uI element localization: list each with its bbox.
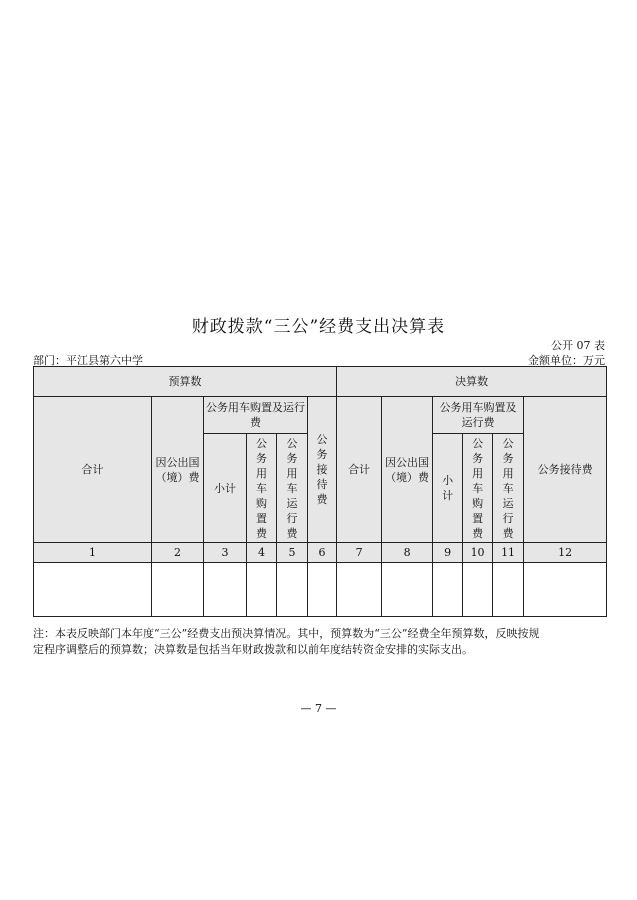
- final-total-header: 合计: [337, 397, 382, 543]
- data-cell: [204, 563, 247, 617]
- page-number: — 7 —: [300, 702, 337, 715]
- budget-reception-header: [308, 397, 337, 543]
- final-vehicle-operation-label: 公务用车运行费: [502, 436, 514, 540]
- budget-subtotal-header: 小计: [204, 434, 247, 543]
- table-note: [33, 626, 608, 658]
- data-cell: [433, 563, 463, 617]
- data-cell: [308, 563, 337, 617]
- unit-label: 金额单位：万元: [528, 354, 605, 367]
- column-number: 5: [277, 543, 308, 563]
- final-abroad-label: 因公出国（境）费: [385, 455, 430, 484]
- page-title: 财政拨款“三公”经费支出决算表: [191, 317, 446, 337]
- column-number: 3: [204, 543, 247, 563]
- column-number: 12: [524, 543, 607, 563]
- three-public-expense-table: [33, 366, 607, 617]
- data-cell: [382, 563, 433, 617]
- final-abroad-header: [382, 397, 433, 543]
- column-number-row: [34, 543, 607, 563]
- final-subtotal-header: [433, 434, 463, 543]
- budget-vehicle-purchase-header: [247, 434, 277, 543]
- column-number: 2: [152, 543, 204, 563]
- budget-abroad-header: [152, 397, 204, 543]
- note-line-2: 定程序调整后的预算数；决算数是包括当年财政拨款和以前年度结转资金安排的实际支出。: [33, 643, 473, 656]
- data-cell: [493, 563, 524, 617]
- budget-total-header: 合计: [34, 397, 152, 543]
- budget-vehicle-group-label: 公务用车购置及运行费: [206, 401, 305, 429]
- final-vehicle-group-header: [433, 397, 524, 434]
- budget-header: 预算数: [34, 367, 337, 397]
- budget-vehicle-purchase-label: 公务用车购置费: [256, 436, 267, 540]
- final-vehicle-purchase-label: 公务用车购置费: [472, 436, 484, 540]
- data-cell: [152, 563, 204, 617]
- final-vehicle-purchase-header: [463, 434, 493, 543]
- final-header: 决算数: [337, 367, 607, 397]
- column-number: 10: [463, 543, 493, 563]
- data-cell: [277, 563, 308, 617]
- data-cell: [463, 563, 493, 617]
- budget-abroad-label: 因公出国（境）费: [155, 455, 200, 484]
- budget-vehicle-group-header: [204, 397, 308, 434]
- column-number: 9: [433, 543, 463, 563]
- final-subtotal-label: 小计: [442, 474, 454, 502]
- column-number: 1: [34, 543, 152, 563]
- form-number: 公开 07 表: [551, 339, 605, 352]
- final-reception-header: 公务接待费: [524, 397, 607, 543]
- data-cell: [337, 563, 382, 617]
- budget-reception-label: 公务接待费: [316, 433, 328, 506]
- final-vehicle-operation-header: [493, 434, 524, 543]
- column-number: 6: [308, 543, 337, 563]
- column-number: 8: [382, 543, 433, 563]
- column-number: 4: [247, 543, 277, 563]
- data-cell: [524, 563, 607, 617]
- final-vehicle-group-label: 公务用车购置及运行费: [439, 401, 517, 429]
- department-label: 部门：平江县第六中学: [33, 354, 143, 367]
- data-cell: [247, 563, 277, 617]
- column-number: 7: [337, 543, 382, 563]
- column-number: 11: [493, 543, 524, 563]
- budget-vehicle-operation-header: [277, 434, 308, 543]
- data-cell: [34, 563, 152, 617]
- budget-vehicle-operation-label: 公务用车运行费: [286, 436, 298, 540]
- table-row: [34, 563, 607, 617]
- note-line-1: 注：本表反映部门本年度“三公”经费支出预决算情况。其中，预算数为“三公”经费全年预算数，反映按规: [33, 627, 540, 640]
